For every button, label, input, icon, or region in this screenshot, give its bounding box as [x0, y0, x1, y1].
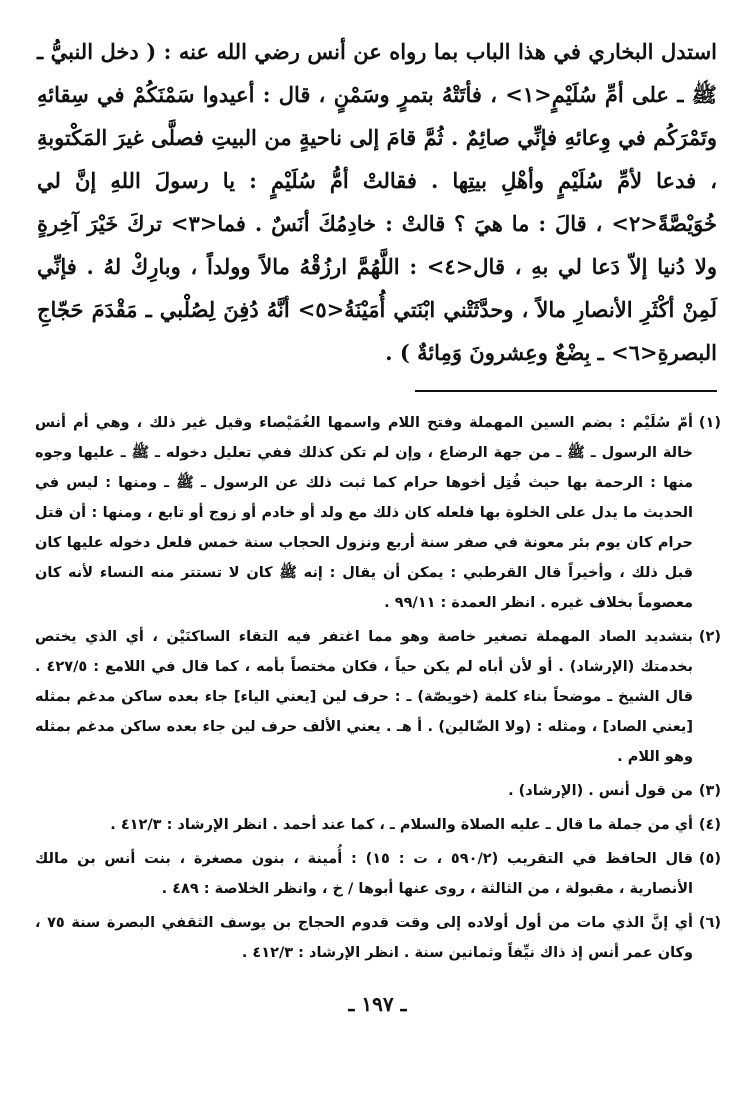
main-text-block: [37, 30, 717, 374]
footnote-text: بتشديد الصاد المهملة تصغير خاصة وهو مما اغتفر فيه التقاء الساكنَيْن ، أي الذي يختص بخدمتك (الإرشاد) . أو لأن أباه لم يكن حياً ، فكان مختصاً بأمه ، كما قال في اللامع : ٤٢٧/٥ . قال الشيخ ـ موضحاً بناء كلمة (خويصّة) ـ : حرف لين [يعني الياء] جاء بعده ساكن مدغم بمثله [يعني الصاد] ، ومثله : (ولا الضّالين) . أ هـ . يعني الألف حرف لين جاء بعده ساكن مدغم بمثله وهو اللام .: [35, 629, 693, 765]
footnote-text: أي من جملة ما قال ـ عليه الصلاة والسلام ـ ، كما عند أحمد . انظر الإرشاد : ٤١٢/٣ .: [110, 817, 693, 833]
footnote-3: [35, 776, 721, 806]
footnote-6: [35, 908, 721, 968]
page-number: ـ ١٩٧ ـ: [348, 992, 407, 1016]
footnote-1: [35, 408, 721, 618]
footnote-text: قال الحافظ في التقريب (٥٩٠/٢ ، ت : ١٥) : أُمينة ، بنون مصغرة ، بنت أنس بن مالك الأنصارية ، مقبولة ، من الثالثة ، روى عنها أبوها / خ ، وانظر الخلاصة : ٤٨٩ .: [35, 851, 693, 897]
footnotes-section: [35, 408, 721, 972]
footnote-number: (٥): [698, 851, 721, 867]
footnote-text: من قول أنس . (الإرشاد) .: [508, 783, 693, 799]
footnote-5: [35, 844, 721, 904]
footnote-number: (٦): [698, 915, 721, 931]
footnote-4: [35, 810, 721, 840]
main-paragraph: استدل البخاري في هذا الباب بما رواه عن أنس رضي الله عنه : ( دخل النبيُّ ـ ﷺ ـ على أمِّ سُلَيْمٍ<١> ، فأتَتْهُ بتمرٍ وسَمْنٍ ، قال : أعيدوا سَمْنَكُمْ في سِقائهِ وتَمْرَكُم في وِعائهِ فإنِّي صائِمٌ . ثُمَّ قامَ إلى ناحيةٍ من البيتِ فصلَّى غيرَ المَكْتوبةِ ، فدعا لأمِّ سُلَيْمٍ وأهْلِ بيتِها . فقالتْ أمُّ سُلَيْمٍ : يا رسولَ اللهِ إنَّ لي خُوَيْصَّةً<٢> ، قالَ : ما هيَ ؟ قالتْ : خادِمُكَ أنَسٌ . فما<٣> تركَ خَيْرَ آخِرةٍ ولا دُنيا إلاّ دَعا لي بهِ ، قال<٤> : اللَّهُمَّ ارزُقْهُ مالاً وولداً ، وبارِكْ لهُ . فإنِّي لَمِنْ أكْثَرِ الأنصارِ مالاً ، وحدَّثَتْني ابْنَتي أُمَيْنَةُ<٥> أنَّهُ دُفِنَ لِصُلْبي ـ مَقْدَمَ حَجّاجِ البصرةِ<٦> ـ بِضْعٌ وعِشرونَ وَمِائةٌ ) .: [37, 39, 718, 365]
footnote-text: أمّ سُلَيْم : بضم السين المهملة وفتح اللام واسمها الغُمَيْصاء وقيل غير ذلك ، وهي أم أنس خالة الرسول ـ ﷺ ـ من جهة الرضاع ، وإن لم تكن كذلك ففي تعليل دخوله ـ ﷺ ـ عليها وجوه منها : الرحمة بها حيث قُتِل أخوها حرام كما ثبت ذلك عن الرسول ـ ﷺ ـ ومنها : ليس في الحديث ما يدل على الخلوة بها فلعله كان ذلك مع ولد أو خادم أو زوج أو تابع ، ومنها : أن قتل حرام كان يوم بئر معونة في صفر سنة أربع ونزول الحجاب سنة خمس فلعل دخوله عليها كان قبل ذلك ، وأخيراً قال القرطبي : يمكن أن يقال : إنه ﷺ كان لا تستتر منه النساء لأنه كان معصوماً بخلاف غيره . انظر العمدة : ٩٩/١١ .: [35, 415, 693, 611]
footnote-2: [35, 622, 721, 772]
footnote-number: (٤): [698, 817, 721, 833]
footnote-number: (٣): [698, 783, 721, 799]
footnote-number: (٢): [698, 629, 721, 645]
footnote-number: (١): [698, 415, 721, 431]
footnote-separator: [415, 390, 717, 392]
footnote-text: أي إنَّ الذي مات من أول أولاده إلى وقت قدوم الحجاج بن يوسف الثقفي البصرة سنة ٧٥ ، وكان عمر أنس إذ ذاك نيِّفاً وثمانين سنة . انظر الإرشاد : ٤١٢/٣ .: [35, 915, 693, 961]
